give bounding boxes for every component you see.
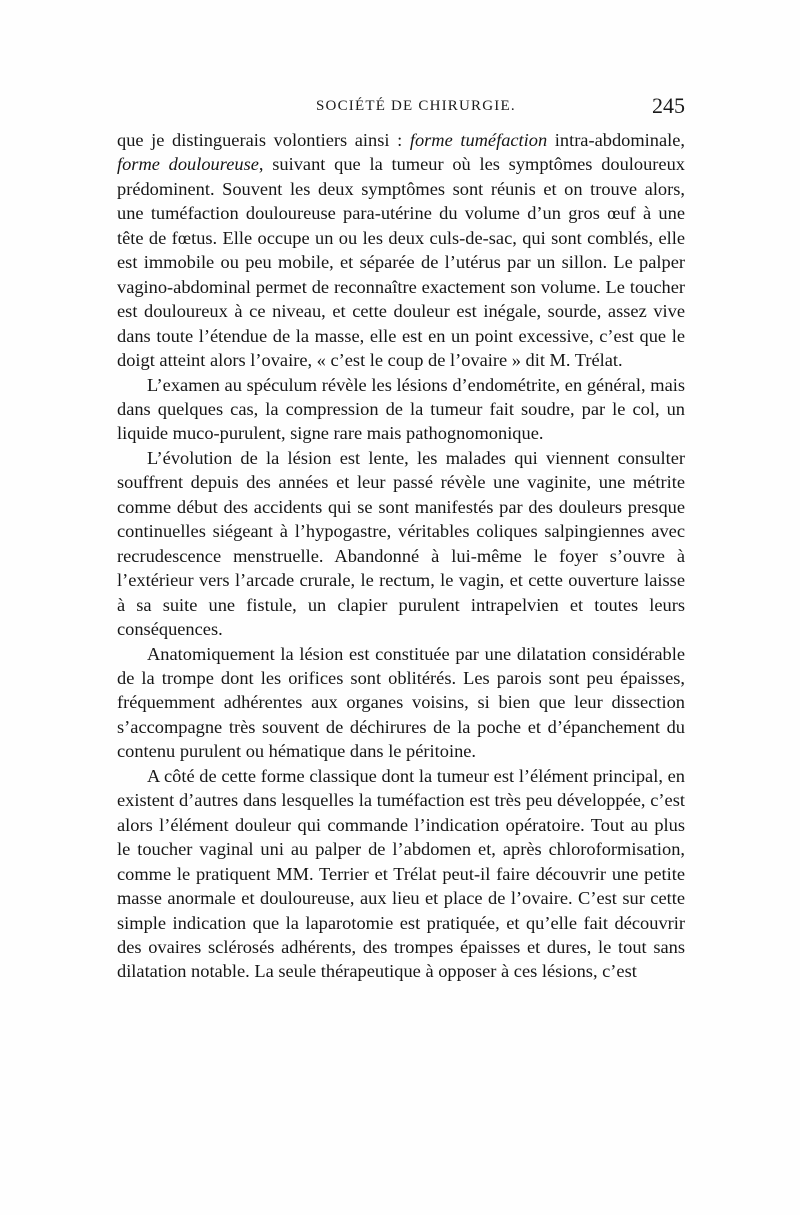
paragraph-intro-text: que je distinguerais volontiers ainsi :	[117, 130, 410, 150]
body-text	[117, 128, 685, 984]
paragraph-anatomie: Anatomiquement la lésion est constituée par une dilatation considérable de la trompe dont les orifices sont oblitérés. Les parois sont peu épaisses, fréquemment adhérentes aux organes voisins, si bien que leur dissection s’accompagne très souvent de déchirures de la poche et d’épanchement du contenu purulent ou hématique dans le péritoine.	[117, 643, 685, 762]
page-header	[116, 93, 687, 124]
paragraph-speculum: L’examen au spéculum révèle les lésions d’endométrite, en général, mais dans quelques cas, la compression de la tumeur fait soudre, par le col, un liquide muco-purulent, signe rare mais pathognomonique.	[117, 374, 685, 444]
paragraph-rest-text: , suivant que la tumeur où les symptômes douloureux prédominent. Souvent les deux symptômes sont réunis et on trouve alors, une tuméfaction douloureuse para-utérine du volume d’un gros œuf à une tête de fœtus. Elle occupe un ou les deux culs-de-sac, qui sont comblés, elle est immobile ou peu mobile, et séparée de l’utérus par un sillon. Le palper vagino-abdominal permet de reconnaître exactement son volume. Le toucher est douloureux à ce niveau, et cette douleur est inégale, sourde, assez vive dans toute l’étendue de la masse, elle est en un point excessive, c’est que le doigt atteint alors l’ovaire, « c’est le coup de l’ovaire » dit M. Trélat.	[117, 154, 685, 371]
page-number: 245	[652, 93, 685, 118]
paragraph-forme-douloureuse: A côté de cette forme classique dont la tumeur est l’élément principal, en existent d’autres dans lesquelles la tuméfaction est très peu développée, c’est alors l’élément douleur qui commande l’indication opératoire. Tout au plus le toucher vaginal uni au palper de l’abdomen et, après chloroformisation, comme le pratiquent MM. Terrier et Trélat peut-il faire découvrir une petite masse anormale et douloureuse, aux lieu et place de l’ovaire. C’est sur cette simple indication que la laparotomie est pratiquée, et qu’elle fait découvrir des ovaires sclérosés adhérents, des trompes épaisses et dures, le tout sans dilatation notable. La seule thérapeutique à opposer à ces lésions, c’est	[117, 765, 685, 982]
running-head: SOCIÉTÉ DE CHIRURGIE.	[316, 98, 516, 114]
paragraph-continued	[117, 128, 685, 373]
paragraph-between-text: intra-abdominale,	[547, 130, 685, 150]
paragraph-evolution: L’évolution de la lésion est lente, les malades qui viennent consulter souffrent depuis des années et leur passé révèle une vaginite, une métrite comme début des accidents qui se sont manifestés par des douleurs presque continuelles siégeant à l’hypogastre, véritables coliques salpingiennes avec recrudescence menstruelle. Abandonné à lui-même le foyer s’ouvre à l’extérieur vers l’arcade crurale, le rectum, le vagin, et cette ouverture laisse à sa suite une fistule, un clapier purulent intrapelvien et toutes leurs conséquences.	[117, 447, 685, 640]
italic-term-douloureuse: forme douloureuse	[117, 154, 259, 175]
italic-term-tumefaction: forme tuméfaction	[409, 130, 548, 150]
